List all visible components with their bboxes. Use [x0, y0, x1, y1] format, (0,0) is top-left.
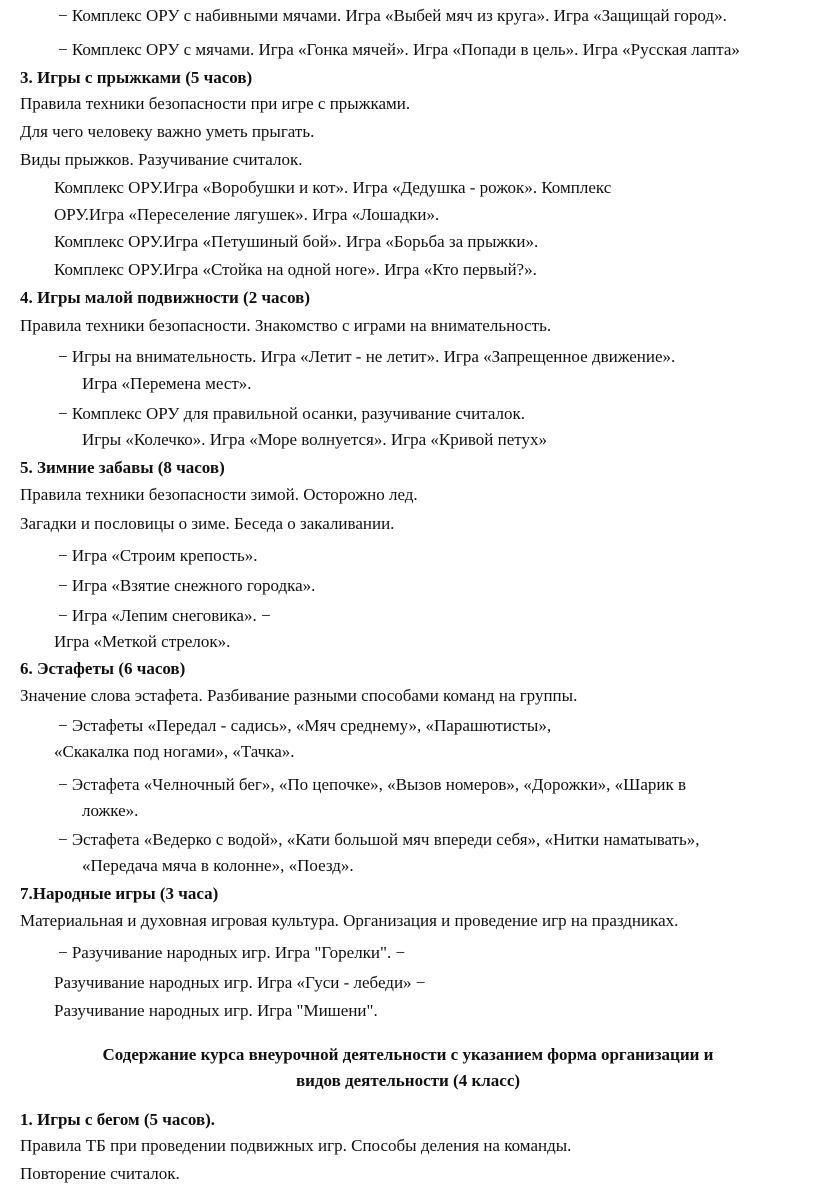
text-line: − Игра «Строим крепость».: [58, 546, 258, 565]
text-line: − Эстафета «Челночный бег», «По цепочке», «Вызов номеров», «Дорожки», «Шарик в: [58, 775, 686, 794]
section-heading: 3. Игры с прыжками (5 часов): [20, 68, 253, 87]
text-line: − Разучивание народных игр. Игра "Горелки". −: [58, 943, 406, 962]
section-heading: 1. Игры с бегом (5 часов).: [20, 1110, 216, 1129]
text-line: Правила техники безопасности зимой. Осторожно лед.: [20, 485, 418, 504]
text-line: Игры «Колечко». Игра «Море волнуется». Игра «Кривой петух»: [82, 430, 547, 449]
text-line: Правила техники безопасности. Знакомство с играми на внимательность.: [20, 316, 552, 335]
text-line: Разучивание народных игр. Игра «Гуси - лебеди» −: [54, 973, 426, 992]
text-line: Повторение считалок.: [20, 1164, 180, 1183]
text-line: Правила техники безопасности при игре с прыжками.: [20, 94, 411, 113]
text-line: Виды прыжков. Разучивание считалок.: [20, 150, 303, 169]
text-line: ложке».: [82, 801, 139, 820]
text-line: Игра «Перемена мест».: [82, 374, 252, 393]
page-title: Содержание курса внеурочной деятельности с указанием форма организации и: [102, 1045, 714, 1064]
text-line: − Игра «Взятие снежного городка».: [58, 576, 316, 595]
text-line: Игра «Меткой стрелок».: [54, 632, 231, 651]
text-line: − Эстафета «Ведерко с водой», «Кати большой мяч впереди себя», «Нитки наматывать»,: [58, 830, 700, 849]
section-heading: 4. Игры малой подвижности (2 часов): [20, 288, 311, 307]
text-line: ОРУ.Игра «Переселение лягушек». Игра «Лошадки».: [54, 205, 440, 224]
text-line: − Игры на внимательность. Игра «Летит - не летит». Игра «Запрещенное движение».: [58, 347, 676, 366]
text-line: − Комплекс ОРУ с набивными мячами. Игра «Выбей мяч из круга». Игра «Защищай город».: [58, 6, 727, 25]
text-line: Материальная и духовная игровая культура. Организация и проведение игр на праздниках.: [20, 911, 679, 930]
text-line: Для чего человеку важно уметь прыгать.: [20, 122, 315, 141]
text-line: «Скакалка под ногами», «Тачка».: [54, 742, 295, 761]
text-line: «Передача мяча в колонне», «Поезд».: [82, 856, 354, 875]
text-line: − Комплекс ОРУ с мячами. Игра «Гонка мячей». Игра «Попади в цель». Игра «Русская лапта»: [58, 40, 740, 59]
text-line: Комплекс ОРУ.Игра «Петушиный бой». Игра «Борьба за прыжки».: [54, 232, 539, 251]
text-line: − Комплекс ОРУ для правильной осанки, разучивание считалок.: [58, 404, 526, 423]
text-line: − Эстафеты «Передал - садись», «Мяч среднему», «Парашютисты»,: [58, 716, 552, 735]
text-line: Комплекс ОРУ.Игра «Воробушки и кот». Игра «Дедушка - рожок». Комплекс: [54, 178, 612, 197]
page-subtitle: видов деятельности (4 класс): [295, 1071, 521, 1090]
text-line: Загадки и пословицы о зиме. Беседа о закаливании.: [20, 514, 395, 533]
text-line: − Игра «Лепим снеговика». −: [58, 606, 271, 625]
text-line: Комплекс ОРУ.Игра «Стойка на одной ноге». Игра «Кто первый?».: [54, 260, 537, 279]
section-heading: 5. Зимние забавы (8 часов): [20, 458, 225, 477]
text-line: Значение слова эстафета. Разбивание разными способами команд на группы.: [20, 686, 578, 705]
text-line: Разучивание народных игр. Игра "Мишени".: [54, 1001, 378, 1020]
section-heading: 6. Эстафеты (6 часов): [20, 659, 186, 678]
text-line: Правила ТБ при проведении подвижных игр. Способы деления на команды.: [20, 1136, 572, 1155]
section-heading: 7.Народные игры (3 часа): [20, 884, 219, 903]
